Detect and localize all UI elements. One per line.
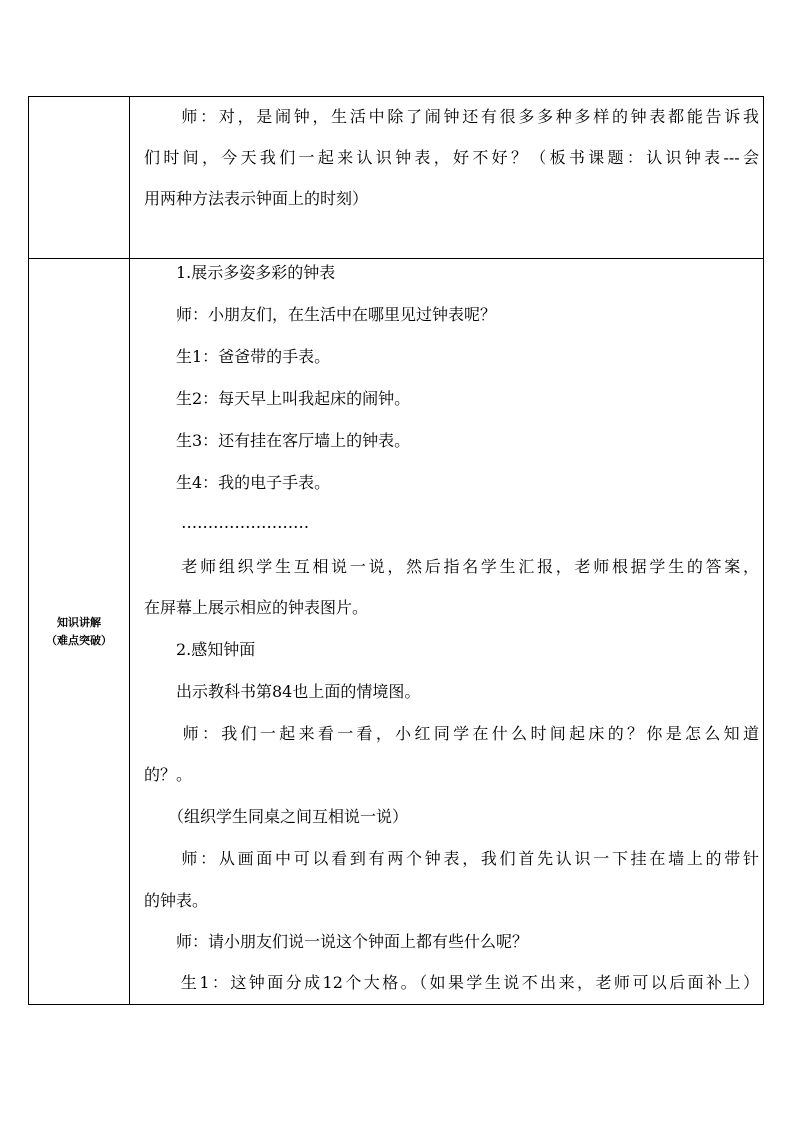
lesson-table bbox=[28, 96, 764, 1005]
text-line: 生2：每天早上叫我起床的闹钟。 bbox=[144, 389, 411, 408]
text-line: 师：请小朋友们说一说这个钟面上都有些什么呢？ bbox=[144, 932, 529, 951]
text-line: 老师组织学生互相说一说，然后指名学生汇报，老师根据学生的答案， bbox=[144, 557, 759, 576]
row-label bbox=[29, 259, 130, 1004]
text-line: 的钟表。 bbox=[144, 891, 209, 910]
text-line: 2.感知钟面 bbox=[144, 640, 256, 659]
text-line: 生1：这钟面分成12个大格。（如果学生说不出来，老师可以后面补上） bbox=[144, 973, 759, 992]
text-line: …………………… bbox=[144, 513, 310, 532]
text-line: 师：小朋友们，在生活中在哪里见过钟表呢？ bbox=[144, 305, 497, 324]
row-label-empty bbox=[29, 97, 130, 258]
text-line: 们时间，今天我们一起来认识钟表，好不好？（板书课题：认识钟表---会 bbox=[144, 148, 759, 167]
text-line: 1.展示多姿多彩的钟表 bbox=[144, 263, 336, 282]
text-line: 用两种方法表示钟面上的时刻） bbox=[144, 189, 369, 208]
text-line: 师：我们一起来看一看，小红同学在什么时间起床的？你是怎么知道 bbox=[144, 724, 759, 743]
text-line: （组织学生同桌之间互相说一说） bbox=[144, 807, 409, 826]
row-label-title: 知识讲解 bbox=[57, 615, 101, 629]
table-row bbox=[29, 259, 763, 1004]
text-line: 的？。 bbox=[144, 765, 193, 784]
row-content bbox=[130, 97, 763, 258]
text-line: 生1：爸爸带的手表。 bbox=[144, 347, 331, 366]
text-line: 生4：我的电子手表。 bbox=[144, 473, 331, 492]
row-label-subtitle: （难点突破） bbox=[46, 633, 112, 647]
text-line: 生3：还有挂在客厅墙上的钟表。 bbox=[144, 431, 411, 450]
text-line: 出示教科书第84也上面的情境图。 bbox=[144, 682, 421, 701]
text-line: 在屏幕上展示相应的钟表图片。 bbox=[144, 598, 369, 617]
text-line: 师：从画面中可以看到有两个钟表，我们首先认识一下挂在墙上的带针 bbox=[144, 849, 759, 868]
table-row bbox=[29, 97, 763, 259]
text-line: 师：对，是闹钟，生活中除了闹钟还有很多多种多样的钟表都能告诉我 bbox=[144, 107, 759, 126]
row-content bbox=[130, 259, 763, 1004]
